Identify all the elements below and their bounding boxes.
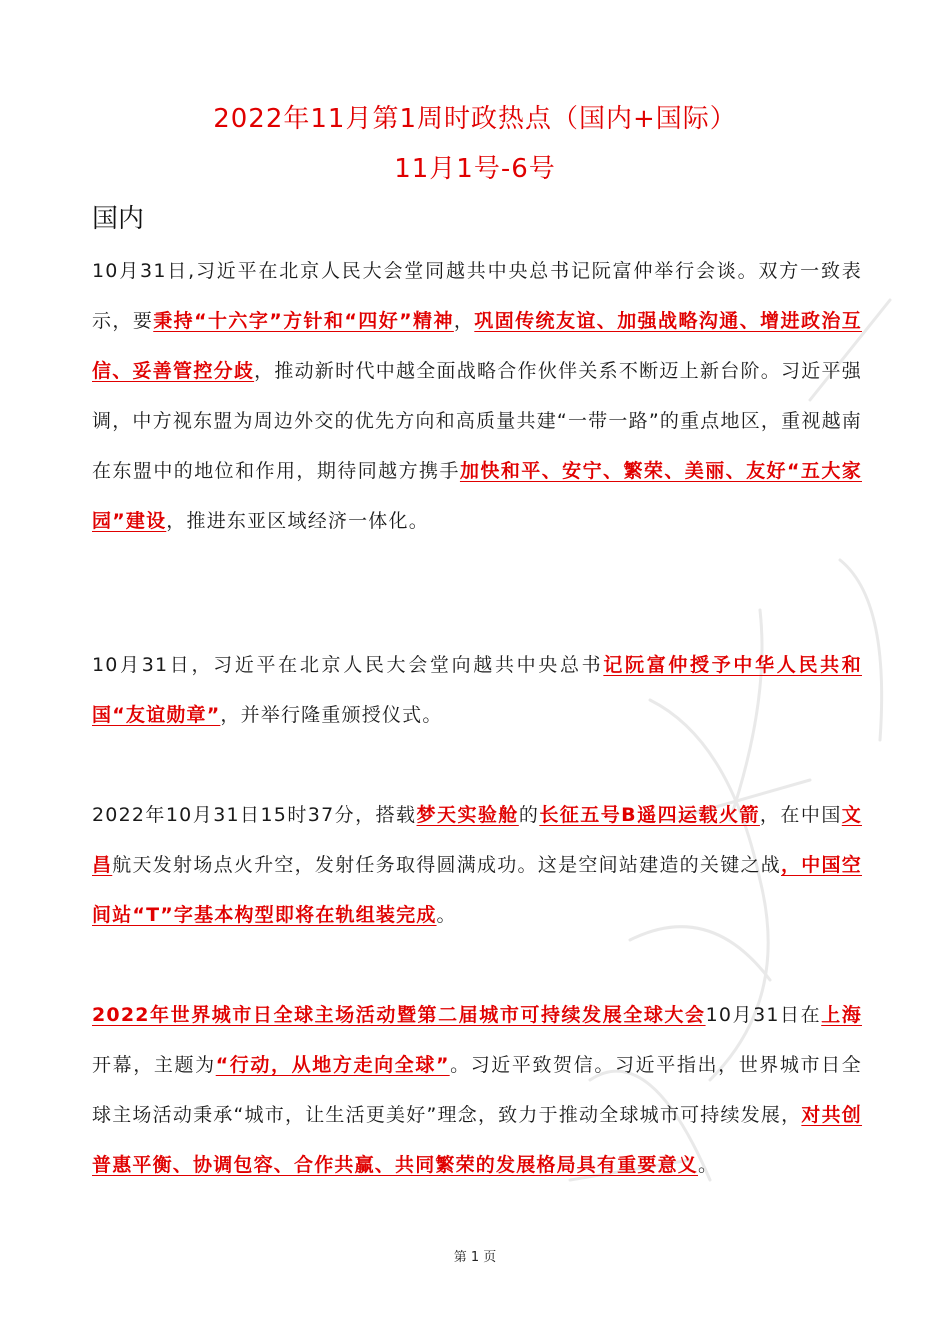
highlighted-key-phrase: 长征五号B遥四运载火箭 (539, 804, 760, 826)
highlighted-key-phrase: 巩固传统友谊、加强战略沟通、增进政治互信、妥善管控分歧 (92, 310, 862, 382)
paragraph-text: ， (453, 310, 475, 332)
highlighted-key-phrase: 对共创普惠平衡、协调包容、合作共赢、共同繁荣的发展格局具有重要意义 (92, 1104, 863, 1176)
highlighted-key-phrase: 文昌 (92, 804, 862, 876)
paragraph-text: 10月31日，习近平在北京人民大会堂向越共中央总书 (92, 654, 604, 676)
section-heading-domestic: 国内 (92, 204, 145, 234)
page-number: 第 1 页 (453, 1250, 497, 1265)
news-paragraph (92, 640, 862, 740)
paragraph-text: 开幕，主题为 (92, 1054, 216, 1076)
paragraph-text: 2022年10月31日15时37分，搭载 (92, 804, 417, 826)
highlighted-key-phrase: 秉持“十六字”方针和“四好”精神 (153, 310, 454, 332)
news-paragraph (92, 990, 862, 1190)
paragraph-text: ，推进东亚区域经济一体化。 (166, 510, 429, 532)
highlighted-key-phrase: “行动，从地方走向全球” (215, 1054, 450, 1076)
highlighted-key-phrase: 2022年世界城市日全球主场活动暨第二届城市可持续发展全球大会 (92, 1004, 706, 1026)
paragraph-text: 。习近平致贺信。习近平指出，世界城市日全球主场活动秉承“城市，让生活更美好”理念，致力于推动全球城市可持续发展， (92, 1054, 862, 1126)
news-paragraph (92, 790, 862, 940)
paragraph-text: 10月31日在 (705, 1004, 822, 1026)
highlighted-key-phrase: 梦天实验舱 (416, 804, 519, 826)
news-paragraph (92, 246, 862, 546)
highlighted-key-phrase: 加快和平、安宁、繁荣、美丽、友好“五大家园”建设 (92, 460, 862, 532)
paragraph-text: 。 (436, 904, 457, 926)
paragraph-text: ，在中国 (759, 804, 842, 826)
paragraph-text: ，并举行隆重颁授仪式。 (220, 704, 443, 726)
highlighted-key-phrase: 记阮富仲授予中华人民共和国“友谊勋章” (92, 654, 862, 726)
highlighted-key-phrase: 上海 (821, 1004, 862, 1026)
paragraph-text: 。 (698, 1154, 719, 1176)
highlighted-key-phrase: ，中国空间站“T”字基本构型即将在轨组装完成 (92, 854, 862, 926)
paragraph-text: 的 (518, 804, 540, 826)
document-title: 2022年11月第1周时政热点（国内+国际） (213, 104, 737, 134)
paragraph-text: 航天发射场点火升空，发射任务取得圆满成功。这是空间站建造的关键之战 (112, 854, 781, 876)
paragraph-text: 10月31日,习近平在北京人民大会堂同越共中央总书记阮富仲举行会谈。双方一致表示，要 (92, 260, 862, 332)
document-date-range: 11月1号-6号 (394, 154, 556, 184)
paragraph-text: ，推动新时代中越全面战略合作伙伴关系不断迈上新台阶。习近平强调，中方视东盟为周边外交的优先方向和高质量共建“一带一路”的重点地区，重视越南在东盟中的地位和作用，期待同越方携手 (92, 360, 862, 482)
